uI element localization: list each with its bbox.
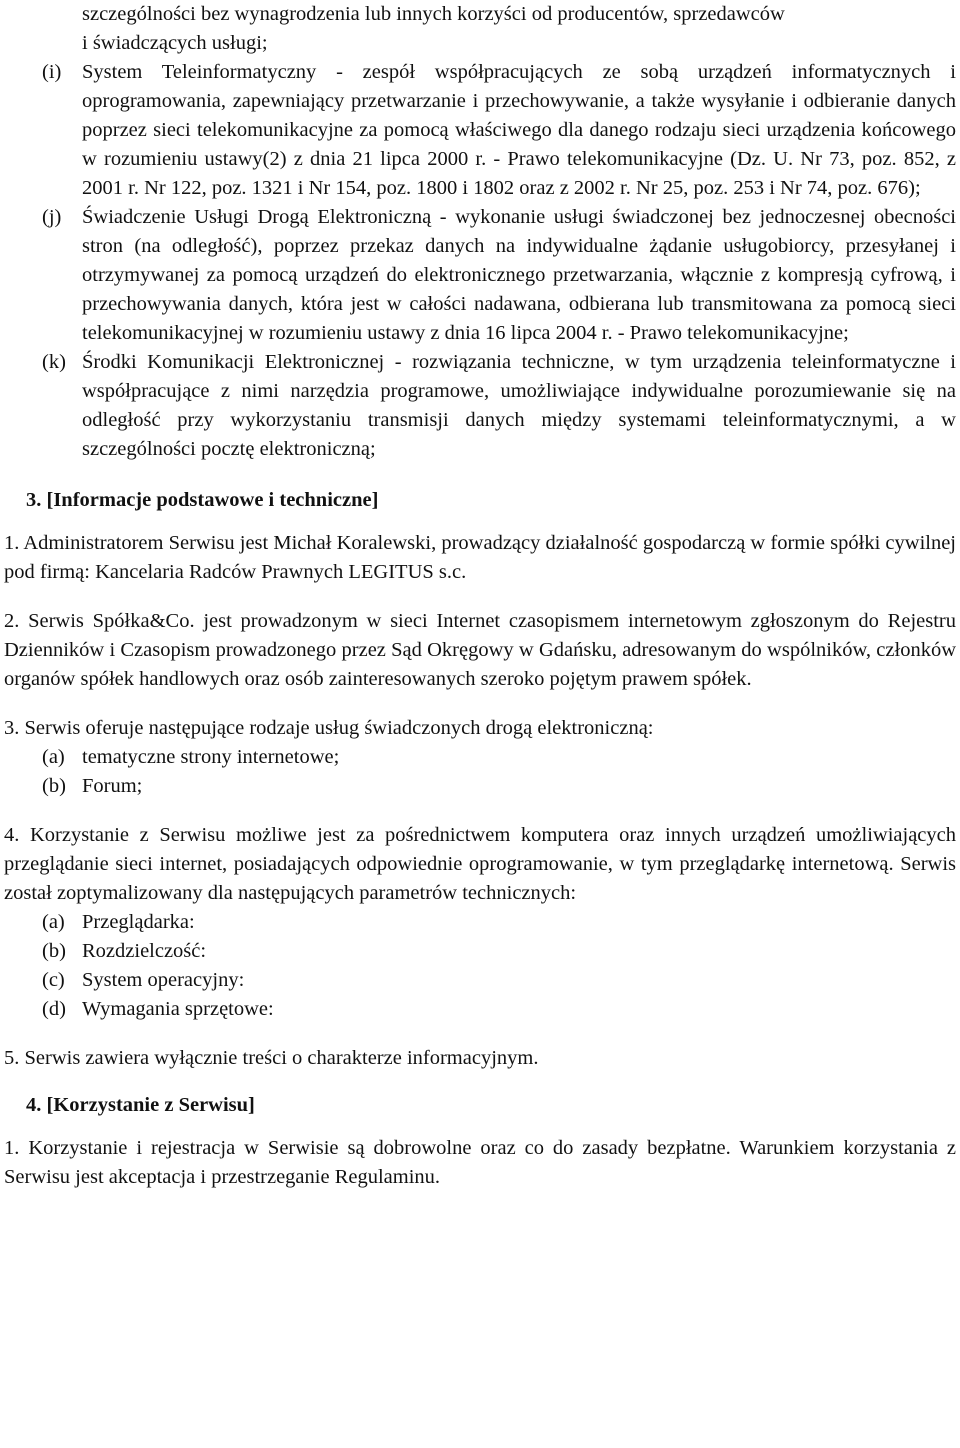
section-4-heading (4, 1089, 956, 1120)
definition-text: Świadczenie Usługi Drogą Elektroniczną - wykonanie usługi świadczonej bez jednoczesnej obecności stron (na odległość), poprzez przekaz danych na indywidualne żądanie usługobiorcy, przesyłanej i otrzymywanej za pomocą urządzeń do elektronicznego przetwarzania, włącznie z kompresją cyfrową, i przechowywania danych, która jest w całości nadawana, odbierana lub transmitowana za pomocą sieci telekomunikacyjnej w rozumieniu ustawy z dnia 16 lipca 2004 r. - Prawo telekomunikacyjne; (82, 206, 956, 344)
section-3-paragraph-2: 2. Serwis Spółka&Co. jest prowadzonym w sieci Internet czasopismem internetowym zgłoszonym do Rejestru Dzienników i Czasopism prowadzonego przez Sąd Okręgowy w Gdańsku, adresowanym do wspólników, członków organów spółek handlowych oraz osób zainteresowanych szeroko pojętym prawem spółek. (4, 610, 956, 690)
list-item-label: (b) (42, 940, 66, 962)
section-3-heading (4, 484, 956, 515)
list-item-text: tematyczne strony internetowe; (82, 746, 340, 768)
section-3-paragraph-1: 1. Administratorem Serwisu jest Michał Koralewski, prowadzący działalność gospodarczą w formie spółki cywilnej pod firmą: Kancelaria Radców Prawnych LEGITUS s.c. (4, 532, 956, 583)
list-item (4, 743, 956, 772)
technical-params-list (4, 908, 956, 1024)
definition-item-k (4, 348, 956, 464)
bullet-icon (4, 1089, 26, 1118)
section-3-paragraph-4: 4. Korzystanie z Serwisu możliwe jest za pośrednictwem komputera oraz innych urządzeń umożliwiających przeglądanie sieci internet, posiadających odpowiednie oprogramowanie, w tym przeglądarkę internetową. Serwis został zoptymalizowany dla następujących parametrów technicznych: (4, 824, 956, 904)
list-item-label: (d) (42, 998, 66, 1020)
list-item (4, 908, 956, 937)
services-list (4, 743, 956, 801)
definition-text: Środki Komunikacji Elektronicznej - rozwiązania techniczne, w tym urządzenia teleinformatyczne i współpracujące z nimi narzędzia programowe, umożliwiające indywidualne porozumiewanie się na odległość przy wykorzystaniu transmisji danych między systemami teleinformatycznymi, a w szczególności pocztę elektroniczną; (82, 351, 956, 460)
list-item-text: System operacyjny: (82, 969, 245, 991)
section-4-title: 4. [Korzystanie z Serwisu] (26, 1094, 255, 1116)
list-item-label: (a) (42, 911, 65, 933)
list-item-text: Wymagania sprzętowe: (82, 998, 274, 1020)
top-fragment-line-2: i świadczących usługi; (82, 32, 268, 54)
section-3-paragraph-3: 3. Serwis oferuje następujące rodzaje usług świadczonych drogą elektroniczną: (4, 717, 654, 739)
definition-label: (k) (42, 351, 66, 373)
bullet-icon (4, 484, 26, 513)
section-3-title: 3. [Informacje podstawowe i techniczne] (26, 489, 379, 511)
list-item (4, 995, 956, 1024)
list-item-label: (b) (42, 775, 66, 797)
top-fragment-line-1: szczególności bez wynagrodzenia lub innych korzyści od producentów, sprzedawców (82, 3, 785, 25)
definition-item-i (4, 58, 956, 203)
section-4-paragraph-1: 1. Korzystanie i rejestracja w Serwisie są dobrowolne oraz co do zasady bezpłatne. Warunkiem korzystania z Serwisu jest akceptacja i przestrzeganie Regulaminu. (4, 1137, 956, 1188)
list-item-text: Forum; (82, 775, 143, 797)
definition-label: (j) (42, 206, 62, 228)
list-item-label: (a) (42, 746, 65, 768)
definition-text: System Teleinformatyczny - zespół współpracujących ze sobą urządzeń informatycznych i oprogramowania, zapewniający przetwarzanie i przechowywanie, a także wysyłanie i odbieranie danych poprzez sieci telekomunikacyjne za pomocą właściwego dla danego rodzaju sieci urządzenia końcowego w rozumieniu ustawy(2) z dnia 21 lipca 2000 r. - Prawo telekomunikacyjne (Dz. U. Nr 73, poz. 852, z 2001 r. Nr 122, poz. 1321 i Nr 154, poz. 1800 i 1802 oraz z 2002 r. Nr 25, poz. 253 i Nr 74, poz. 676); (82, 61, 956, 199)
list-item-text: Przeglądarka: (82, 911, 195, 933)
document-page (4, 0, 956, 1192)
definition-label: (i) (42, 61, 62, 83)
definition-item-j (4, 203, 956, 348)
list-item (4, 937, 956, 966)
section-3-paragraph-5: 5. Serwis zawiera wyłącznie treści o charakterze informacyjnym. (4, 1047, 539, 1069)
list-item (4, 966, 956, 995)
list-item-label: (c) (42, 969, 65, 991)
list-item (4, 772, 956, 801)
list-item-text: Rozdzielczość: (82, 940, 207, 962)
